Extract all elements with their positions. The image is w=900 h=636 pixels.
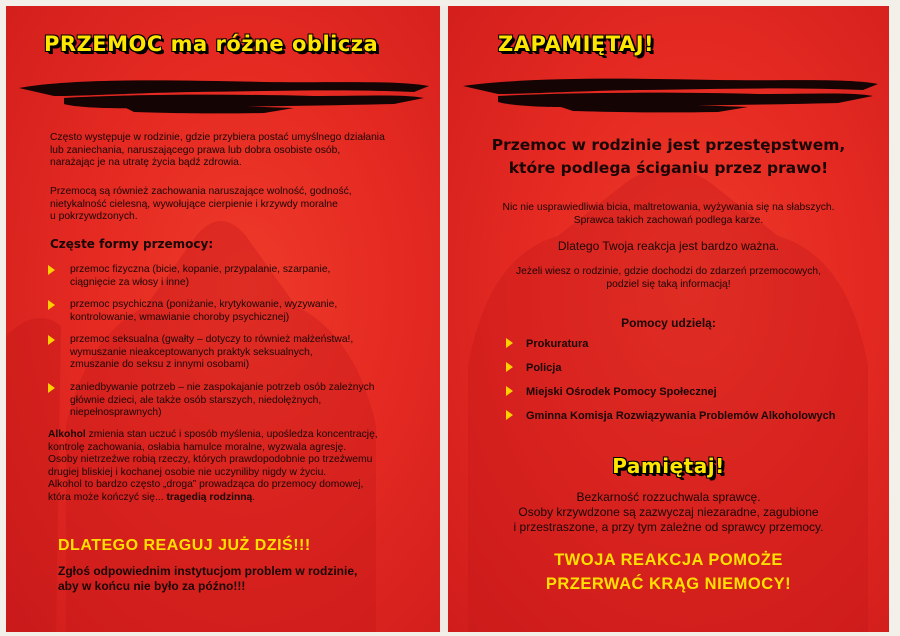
left-panel xyxy=(6,6,440,632)
help-item-gkrpa: Gminna Komisja Rozwiązywania Problemów Alkoholowych xyxy=(506,410,835,422)
brush-stroke xyxy=(458,72,883,116)
arrow-bullet-icon xyxy=(48,335,55,345)
right-title: ZAPAMIĘTAJ! xyxy=(498,32,655,56)
right-panel xyxy=(448,6,889,632)
brush-stroke xyxy=(14,74,434,116)
arrow-bullet-icon xyxy=(506,410,513,420)
intro-paragraph-2: Przemocą są również zachowania naruszające wolność, godność, nietykalność cielesną, wywołujące cierpienie i krzywdy moralne u pokrzywdzonych. xyxy=(50,186,352,223)
arrow-bullet-icon xyxy=(506,362,513,372)
arrow-bullet-icon xyxy=(48,265,55,275)
help-item-policja: Policja xyxy=(506,362,561,374)
arrow-bullet-icon xyxy=(506,338,513,348)
paragraph-no-excuse: Nic nie usprawiedliwia bicia, maltretowania, wyżywania się na słabszych. Sprawca takich zachowań podlega karze. xyxy=(502,202,835,226)
alcohol-bold: Alkohol xyxy=(48,429,86,440)
closing-text: Zgłoś odpowiednim instytucjom problem w rodzinie, aby w końcu nie było za późno!!! xyxy=(58,564,358,593)
help-item-mops: Miejski Ośrodek Pomocy Społecznej xyxy=(506,386,717,398)
help-item-prokuratura: Prokuratura xyxy=(506,338,588,350)
help-heading: Pomocy udzielą: xyxy=(621,316,716,330)
right-call-to-action: TWOJA REAKCJA POMOŻE PRZERWAĆ KRĄG NIEMOCY! xyxy=(545,551,792,593)
remember-heading: Pamiętaj! xyxy=(612,454,725,478)
list-item-sexual: przemoc seksualna (gwałty – dotyczy to również małżeństwa!, wymuszanie nieakceptowanych praktyk seksualnych, zmuszanie do seksu z innymi osobami) xyxy=(48,334,390,372)
tragedy-bold: tragedią rodzinną xyxy=(166,491,253,503)
left-call-to-action: DLATEGO REAGUJ JUŻ DZIŚ!!! xyxy=(58,537,311,554)
list-item-physical: przemoc fizyczna (bicie, kopanie, przypalanie, szarpanie, ciągnięcie za włosy i inne) xyxy=(48,264,390,289)
paragraph-share-info: Jeżeli wiesz o rodzinie, gdzie dochodzi do zdarzeń przemocowych, podziel się taką informacją! xyxy=(515,266,822,290)
forms-heading: Częste formy przemocy: xyxy=(50,237,214,251)
important-line: Dlatego Twoja reakcja jest bardzo ważna. xyxy=(557,239,780,253)
arrow-bullet-icon xyxy=(48,383,55,393)
main-headline: Przemoc w rodzinie jest przestępstwem, które podlega ściganiu przez prawo! xyxy=(491,136,846,177)
list-item-neglect: zaniedbywanie potrzeb – nie zaspokajanie potrzeb osób zależnych głównie dzieci, ale także osób starszych, niedołężnych, niepełnosprawnych) xyxy=(48,382,390,420)
list-item-psychological: przemoc psychiczna (poniżanie, krytykowanie, wyzywanie, kontrolowanie, wmawianie choroby psychicznej) xyxy=(48,299,390,324)
intro-paragraph-1: Często występuje w rodzinie, gdzie przybiera postać umyślnego działania lub zaniechania, naruszającego prawa lub dobra osobiste osób, narażając je na utratę życia bądź zdrowia. xyxy=(50,132,385,169)
alcohol-paragraph: Alkohol zmienia stan uczuć i sposób myślenia, upośledza koncentrację, kontrolę zachowania, osłabia hamulce moralne, wyzwala agresję. Osoby nietrzeźwe robią rzeczy, których prawdopodobnie po trzeźwemu drugiej bliskiej i kochanej osobie nie uczyniliby nigdy w życiu. Alkohol to bardzo często „droga” prowadząca do przemocy domowej, która może kończyć się... tragedią rodzinną. xyxy=(48,429,378,503)
page-fold xyxy=(440,6,448,632)
arrow-bullet-icon xyxy=(48,300,55,310)
paragraph-impunity: Bezkarność rozzuchwala sprawcę. Osoby krzywdzone są zazwyczaj niezaradne, zagubione i przestraszone, a przy tym zależne od sprawcy przemocy. xyxy=(513,490,824,534)
left-title: PRZEMOC ma różne oblicza xyxy=(44,32,379,56)
arrow-bullet-icon xyxy=(506,386,513,396)
